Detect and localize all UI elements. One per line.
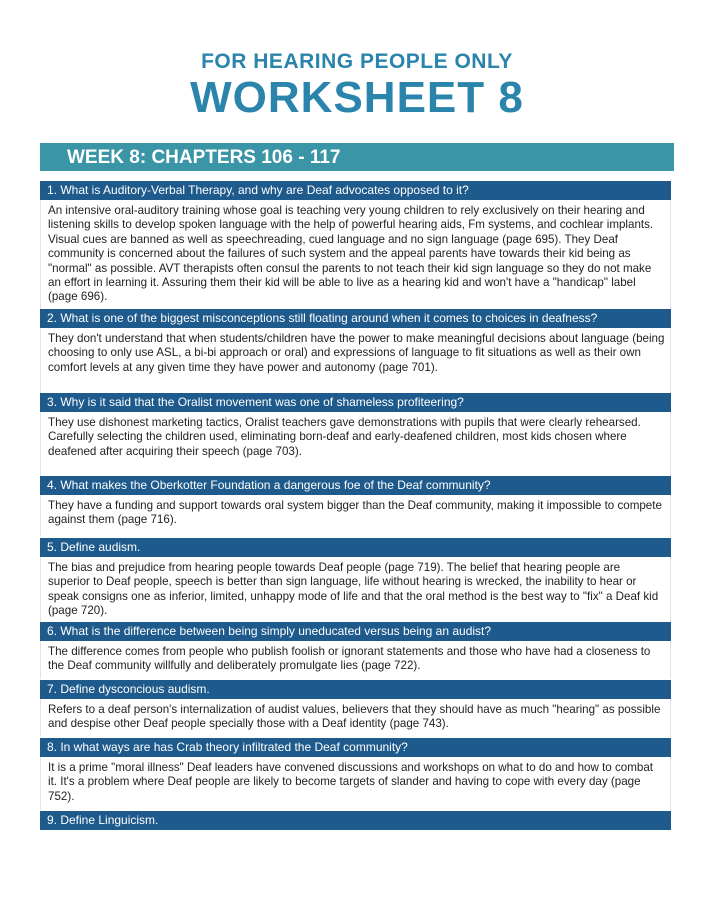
question-block-1: [40, 181, 671, 330]
worksheet-subtitle: FOR HEARING PEOPLE ONLY: [201, 50, 513, 73]
worksheet-title: WORKSHEET 8: [190, 73, 524, 122]
question-block-8: [40, 738, 671, 810]
question-7: 7. Define dysconcious audism.: [40, 680, 671, 699]
question-6: 6. What is the difference between being simply uneducated versus being an audist?: [40, 622, 671, 641]
question-1: 1. What is Auditory-Verbal Therapy, and why are Deaf advocates opposed to it?: [40, 181, 671, 200]
answer-2: They don't understand that when students/children have the power to make meaningful decisions about language (being choosing to only use ASL, a bi-bi approach or oral) and expressions of language to fit situations as well as their own comfort levels at any given time they have power and autonomy (page 701).: [40, 328, 671, 401]
question-block-4: [40, 476, 671, 537]
answer-1: An intensive oral-auditory training whose goal is teaching very young children to rely exclusively on their hearing and listening skills to develop spoken language with the help of powerful hearing aids, Fm systems, and cochlear implants. Visual cues are banned as well as speechreading, cued language and no sign language (page 695). They Deaf community is concerned about the failures of such system and the appeal parents have towards their kid being as "normal" as possible. AVT therapists often consul the parents to not teach their kid sign language so they do not make an effort in learning it. Assuring them their kid will be able to live as a hearing kid and won't have a "handicap" label (page 696).: [40, 200, 671, 330]
answer-4: They have a funding and support towards oral system bigger than the Deaf community, making it impossible to compete against them (page 716).: [40, 495, 671, 537]
answer-7: Refers to a deaf person's internalization of audist values, believers that they should have as much "hearing" as possible and despise other Deaf people specially those with a Deaf identity (page 743).: [40, 699, 671, 737]
question-4: 4. What makes the Oberkotter Foundation a dangerous foe of the Deaf community?: [40, 476, 671, 495]
question-block-9: [40, 811, 671, 830]
question-block-6: [40, 622, 671, 679]
question-5: 5. Define audism.: [40, 538, 671, 557]
answer-5: The bias and prejudice from hearing people towards Deaf people (page 719). The belief that hearing people are superior to Deaf people, speech is better than sign language, life without hearing is wrecked, the inability to hear or speak consigns one as inferior, limited, unhappy mode of life and that the oral method is the best way to "fix" a Deaf kid (page 720).: [40, 557, 671, 622]
question-block-2: [40, 309, 671, 401]
question-block-5: [40, 538, 671, 622]
question-block-7: [40, 680, 671, 737]
answer-3: They use dishonest marketing tactics, Oralist teachers gave demonstrations with pupils that were clearly rehearsed. Carefully selecting the children used, eliminating born-deaf and early-deafened children, most kids chosen where deafened after acquiring their speech (page 703).: [40, 412, 671, 485]
question-block-3: [40, 393, 671, 485]
question-3: 3. Why is it said that the Oralist movement was one of shameless profiteering?: [40, 393, 671, 412]
answer-8: It is a prime "moral illness" Deaf leaders have convened discussions and workshops on what to do and how to combat it. It's a problem where Deaf people are likely to become targets of slander and having to cope with every day (page 752).: [40, 757, 671, 810]
answer-6: The difference comes from people who publish foolish or ignorant statements and those who have had a closeness to the Deaf community willfully and deliberately promulgate lies (page 722).: [40, 641, 671, 679]
question-2: 2. What is one of the biggest misconceptions still floating around when it comes to choices in deafness?: [40, 309, 671, 328]
question-8: 8. In what ways are has Crab theory infiltrated the Deaf community?: [40, 738, 671, 757]
question-9: 9. Define Linguicism.: [40, 811, 671, 830]
week-heading: WEEK 8: CHAPTERS 106 - 117: [40, 143, 674, 171]
